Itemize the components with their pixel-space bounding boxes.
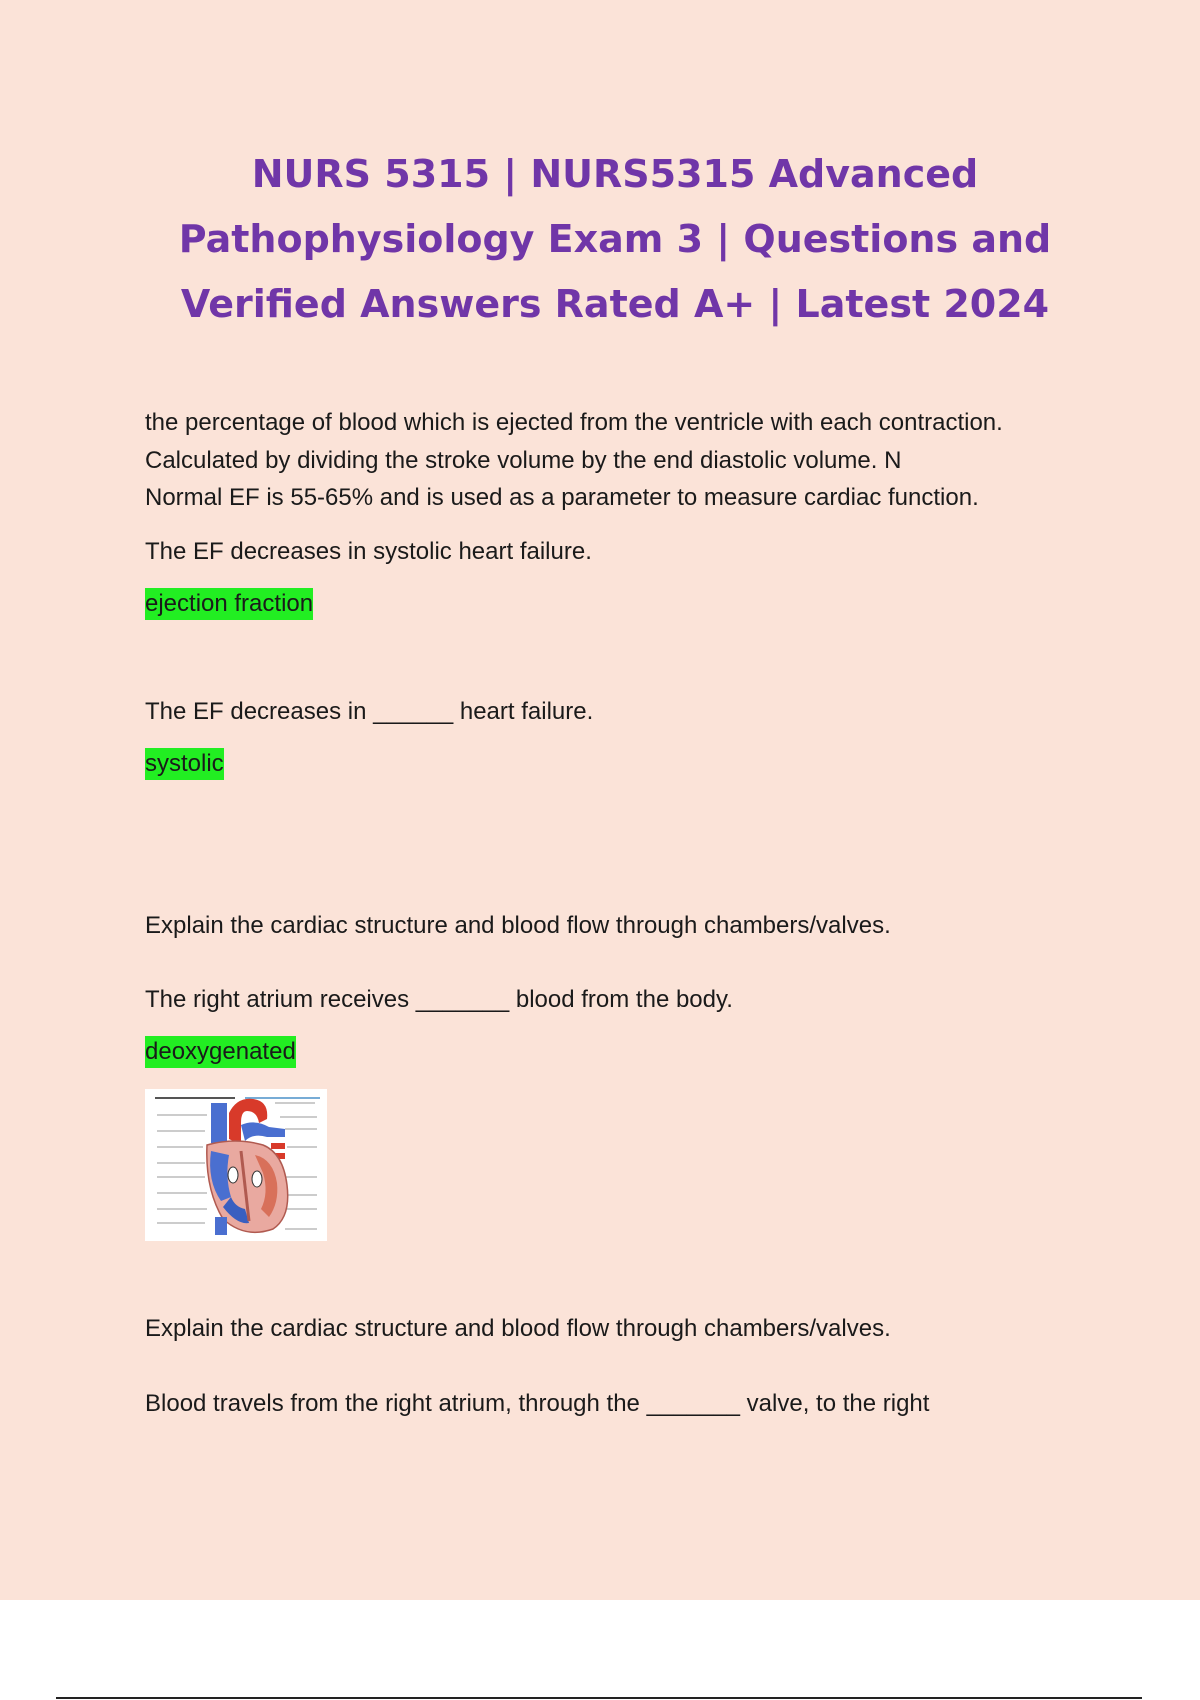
question-text: The right atrium receives _______ blood from the body. <box>145 986 733 1013</box>
answer-highlight: deoxygenated <box>145 1036 296 1068</box>
question-prompt: Explain the cardiac structure and blood flow through chambers/valves. <box>145 912 891 939</box>
ef-statement: The EF decreases in systolic heart failure. <box>145 538 592 565</box>
definition-line: Calculated by dividing the stroke volume by the end diastolic volume. N <box>145 446 902 474</box>
answer-block <box>145 588 1105 620</box>
answer-highlight: ejection fraction <box>145 588 313 620</box>
question-prompt: Explain the cardiac structure and blood flow through chambers/valves. <box>145 1315 891 1342</box>
answer-highlight: systolic <box>145 748 224 780</box>
answer-block <box>145 748 1105 780</box>
question-text: Blood travels from the right atrium, through the _______ valve, to the right <box>145 1390 930 1417</box>
footer-divider <box>56 1697 1142 1699</box>
document-title: NURS 5315 | NURS5315 Advanced Pathophysiology Exam 3 | Questions and Verified Answers Rated A+ | Latest 2024 <box>178 152 1052 326</box>
definition-line: the percentage of blood which is ejected from the ventricle with each contraction. <box>145 409 1003 436</box>
definition-line: Normal EF is 55-65% and is used as a parameter to measure cardiac function. <box>145 484 979 511</box>
heart-anatomy-diagram-icon <box>145 1089 327 1241</box>
definition-paragraph <box>145 404 1105 517</box>
answer-block <box>145 1036 1105 1068</box>
question-text: The EF decreases in ______ heart failure. <box>145 698 594 725</box>
